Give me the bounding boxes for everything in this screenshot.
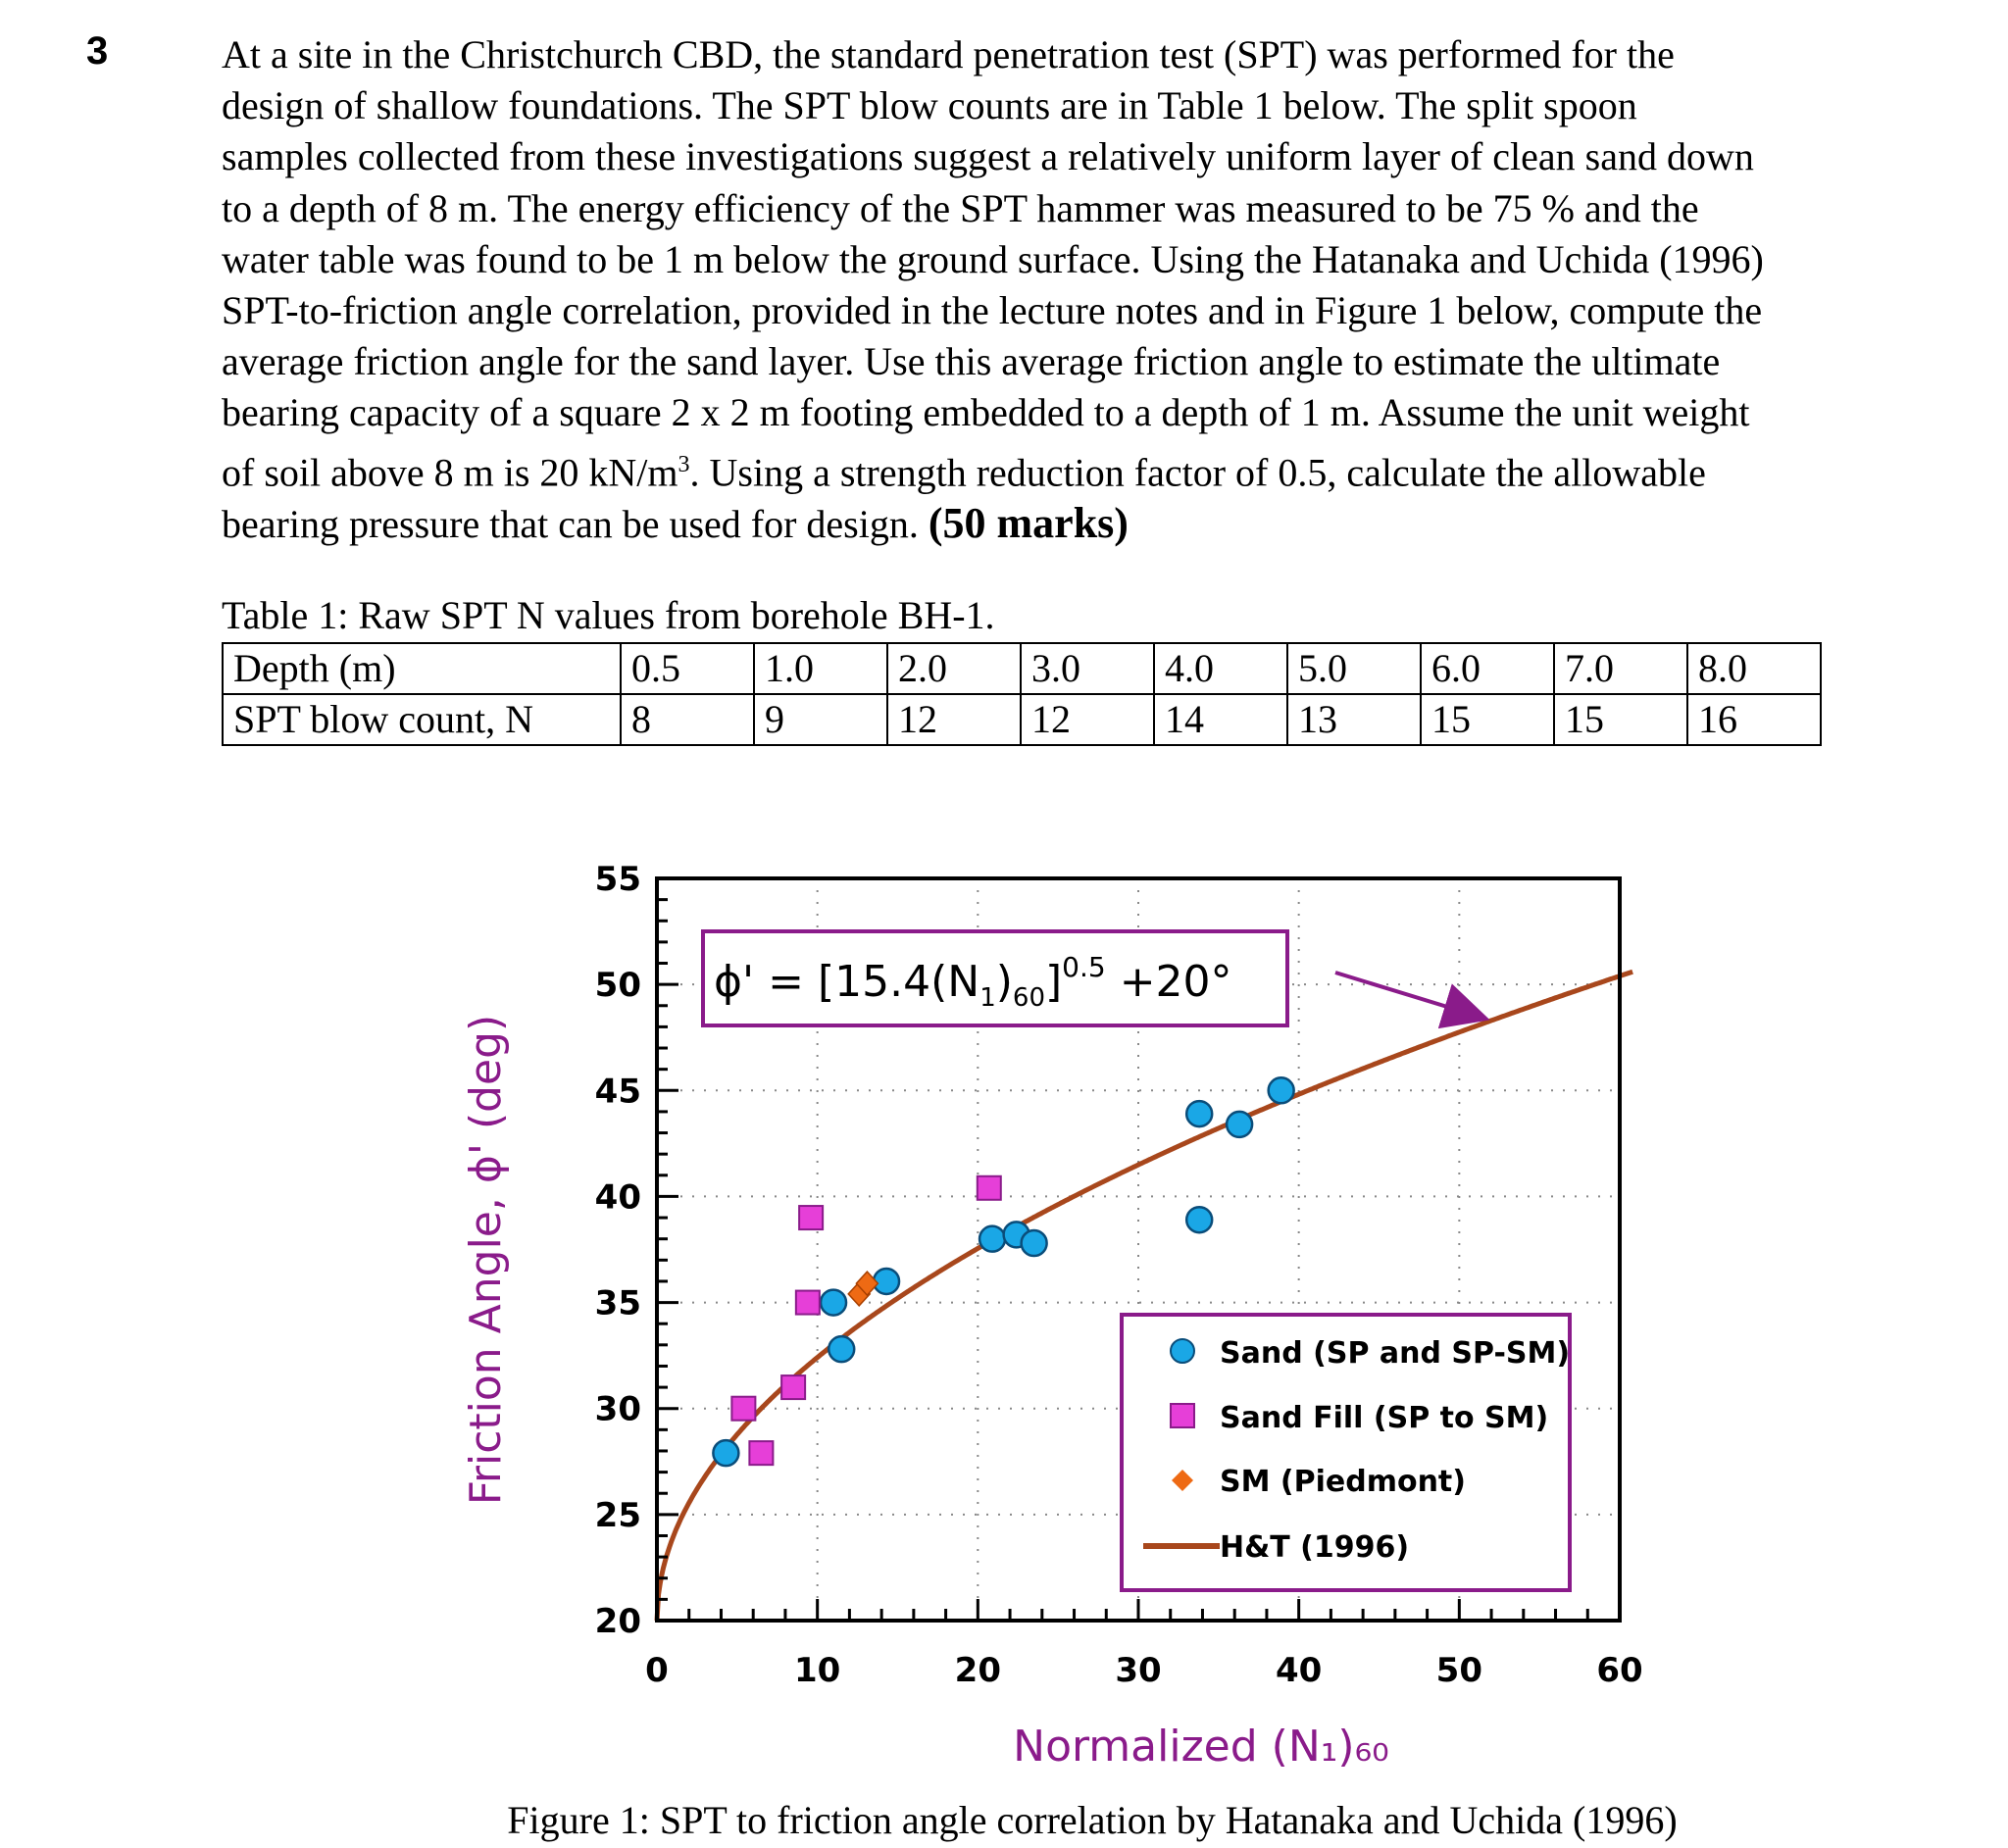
sand-fill-data-point [799,1206,823,1229]
question-line-9-start: of soil above 8 m is 20 kN/m [222,449,678,494]
equation-sub: 1 [979,983,996,1013]
depth-cell: 5.0 [1287,643,1421,694]
blow-count-cell: 14 [1154,694,1287,745]
legend [1122,1315,1570,1590]
sand-data-point [821,1290,846,1316]
legend-label-sm: SM (Piedmont) [1220,1465,1466,1499]
question-line-10: bearing pressure that can be used for design. [222,501,929,546]
equation-part: ) [995,957,1013,1007]
y-tick-label: 20 [594,1602,641,1641]
depth-cell: 6.0 [1421,643,1554,694]
sand-data-point [979,1226,1005,1252]
depth-cell: 0.5 [621,643,754,694]
question-line: bearing capacity of a square 2 x 2 m footing embedded to a depth of 1 m. Assume the unit weight [222,390,1750,435]
x-tick-label: 50 [1435,1651,1482,1690]
y-tick-label: 45 [594,1072,641,1112]
question-line-9-end: . Using a strength reduction factor of 0.5, calculate the allowable [689,449,1706,494]
depth-cell: 7.0 [1554,643,1687,694]
equation-part: ϕ' = [15.4(N [714,957,980,1007]
x-tick-label: 10 [794,1651,841,1690]
x-axis-label: Normalized (N₁)₆₀ [1013,1722,1389,1772]
sand-fill-data-point [781,1375,805,1399]
legend-label-sand: Sand (SP and SP-SM) [1220,1336,1571,1371]
depth-cell: 8.0 [1687,643,1821,694]
legend-square-icon [1171,1404,1194,1427]
y-tick-label: 50 [594,966,641,1006]
equation-box [703,931,1287,1025]
legend-label-sand-fill: Sand Fill (SP to SM) [1220,1401,1549,1435]
y-tick-label: 25 [594,1495,641,1535]
sand-data-point [1186,1101,1212,1126]
blow-count-cell: 15 [1554,694,1687,745]
depth-cell: 1.0 [754,643,887,694]
question-number: 3 [86,29,109,73]
x-tick-label: 20 [954,1651,1001,1690]
x-tick-label: 60 [1596,1651,1643,1690]
blow-count-cell: 12 [887,694,1021,745]
equation-part: ] [1045,957,1063,1007]
sand-data-point [1227,1112,1252,1137]
question-line: SPT-to-friction angle correlation, provided in the lecture notes and in Figure 1 below, compute the [222,287,1763,332]
x-tick-label: 30 [1115,1651,1162,1690]
legend-label-ht: H&T (1996) [1220,1530,1410,1565]
equation-text [714,951,1232,1013]
equation-part: +20° [1105,957,1232,1007]
sand-fill-data-point [978,1176,1001,1200]
blow-count-cell: 16 [1687,694,1821,745]
y-axis-label: Friction Angle, ϕ' (deg) [461,1014,511,1506]
sand-fill-data-point [731,1397,755,1421]
legend-circle-icon [1171,1339,1194,1363]
sand-data-point [713,1440,738,1466]
blow-count-header: SPT blow count, N [223,694,621,745]
question-line: to a depth of 8 m. The energy efficiency of the SPT hammer was measured to be 75 % and the [222,185,1699,230]
equation-sup: 0.5 [1062,951,1106,983]
question-line: At a site in the Christchurch CBD, the standard penetration test (SPT) was performed for the [222,32,1675,76]
marks-label: (50 marks) [928,498,1129,547]
sand-data-point [828,1336,854,1362]
depth-cell: 3.0 [1021,643,1154,694]
y-tick-label: 35 [594,1283,641,1324]
blow-count-cell: 12 [1021,694,1154,745]
question-line: design of shallow foundations. The SPT blow counts are in Table 1 below. The split spoon [222,83,1637,128]
question-line: samples collected from these investigations suggest a relatively uniform layer of clean sand down [222,134,1754,179]
x-tick-label: 40 [1276,1651,1323,1690]
sand-data-point [1186,1207,1212,1232]
unit-superscript: 3 [678,451,690,477]
question-line: average friction angle for the sand layer. Use this average friction angle to estimate the ultimate [222,339,1721,384]
equation-sub: 60 [1012,983,1045,1013]
sand-fill-data-point [796,1291,820,1315]
x-tick-label: 0 [645,1651,669,1690]
sand-data-point [1269,1077,1294,1103]
blow-count-cell: 8 [621,694,754,745]
blow-count-cell: 9 [754,694,887,745]
y-tick-label: 55 [594,860,641,899]
sand-data-point [874,1269,899,1294]
blow-count-cell: 13 [1287,694,1421,745]
equation-arrow [1335,973,1482,1018]
depth-cell: 2.0 [887,643,1021,694]
table-caption: Table 1: Raw SPT N values from borehole BH-1. [222,593,995,637]
sand-fill-data-point [749,1441,773,1465]
sand-data-point [1022,1230,1047,1256]
blow-count-cell: 15 [1421,694,1554,745]
figure-caption: Figure 1: SPT to friction angle correlation by Hatanaka and Uchida (1996) [507,1798,1678,1842]
y-tick-label: 40 [594,1177,641,1218]
y-tick-label: 30 [594,1389,641,1429]
depth-cell: 4.0 [1154,643,1287,694]
question-line: water table was found to be 1 m below the ground surface. Using the Hatanaka and Uchida (1996) [222,236,1764,281]
depth-header: Depth (m) [223,643,621,694]
